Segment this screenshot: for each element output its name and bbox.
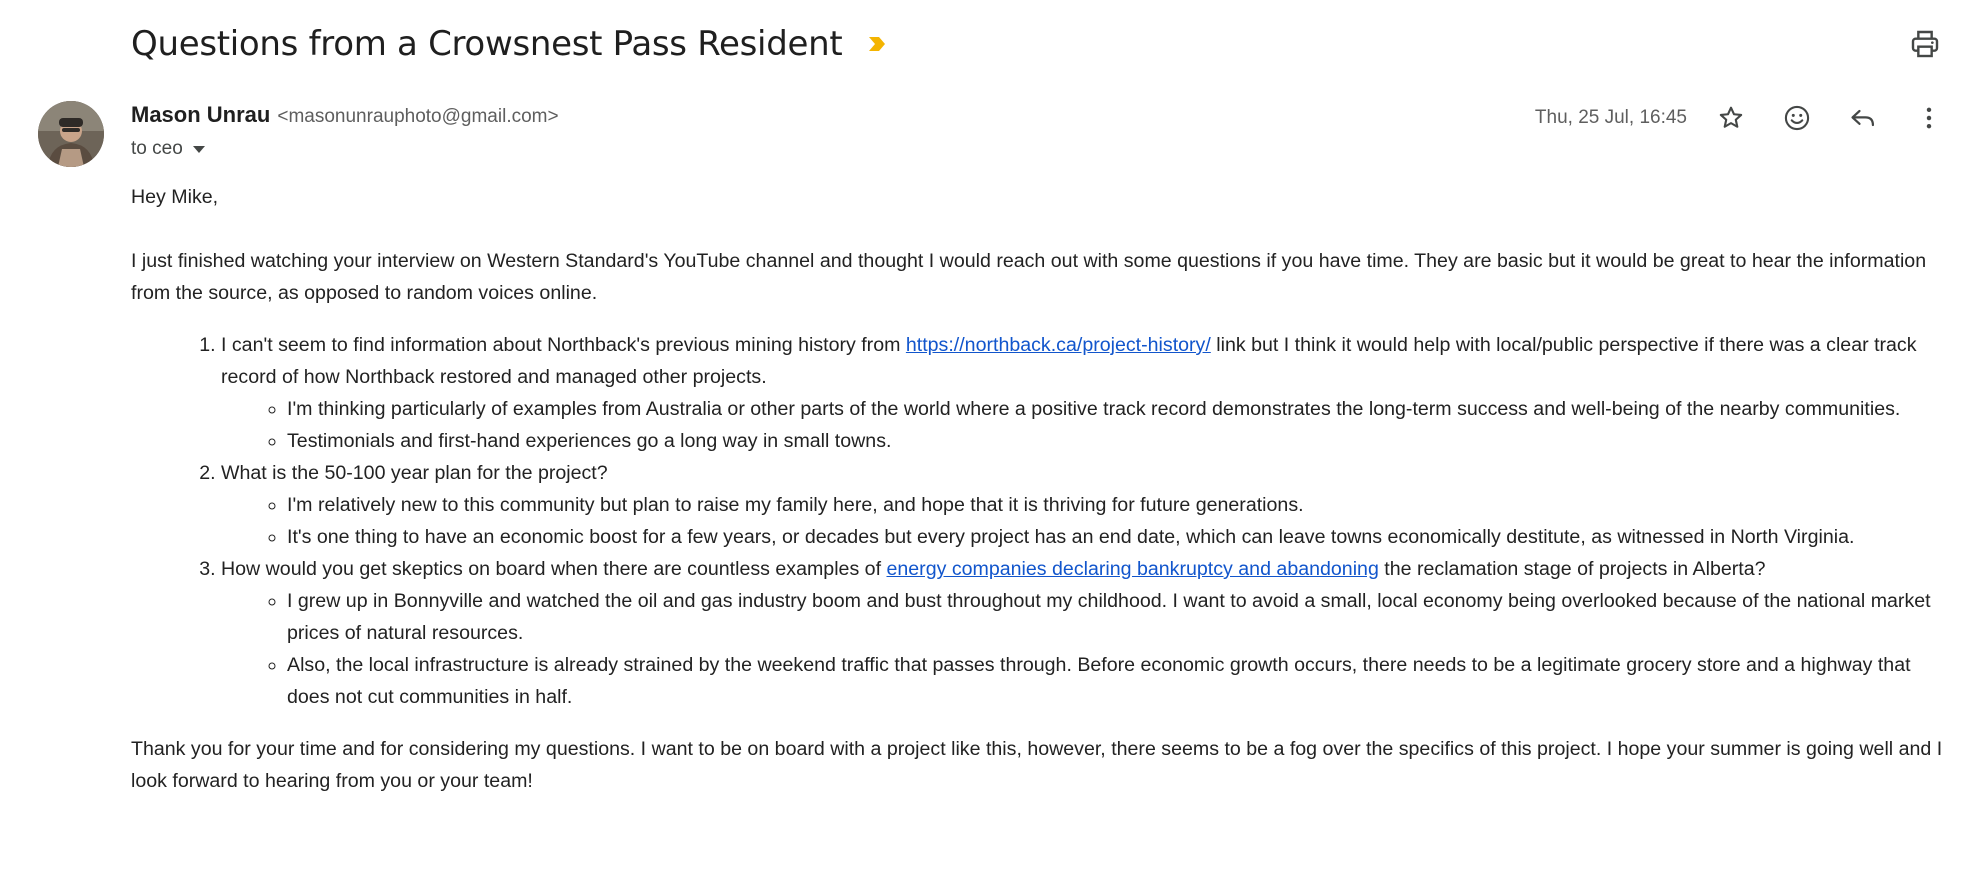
recipient-details-toggle[interactable] bbox=[131, 138, 205, 160]
reply-icon bbox=[1849, 104, 1877, 132]
star-button[interactable] bbox=[1711, 98, 1751, 138]
reply-button[interactable] bbox=[1843, 98, 1883, 138]
question-text: What is the 50-100 year plan for the project? bbox=[221, 462, 608, 484]
sub-item: ◦ Testimonials and first-hand experiences go a long way in small towns. bbox=[287, 425, 1951, 457]
greeting: Hey Mike, bbox=[131, 186, 219, 208]
print-icon bbox=[1909, 28, 1941, 60]
sender-name[interactable]: Mason Unrau bbox=[131, 102, 271, 127]
recipient-label: to ceo bbox=[131, 138, 183, 159]
message-actions bbox=[1535, 98, 1965, 138]
question-item bbox=[221, 553, 1951, 713]
important-marker-icon[interactable] bbox=[866, 33, 888, 55]
sub-item: ◦ I grew up in Bonnyville and watched the oil and gas industry boom and bust throughout my childhood. I want to avoid a small, local economy being overlooked because of the national market prices of natural resources. bbox=[287, 585, 1951, 649]
more-vertical-icon bbox=[1915, 104, 1943, 132]
sub-list bbox=[221, 585, 1951, 713]
sub-list bbox=[221, 489, 1951, 553]
question-text: How would you get skeptics on board when there are countless examples of bbox=[221, 558, 887, 580]
closing-paragraph: Thank you for your time and for considering my questions. I want to be on board with a project like this, however, there seems to be a fog over the specifics of this project. I hope your summer is going well and I look forward to hearing from you or your team! bbox=[131, 738, 1943, 792]
questions-list bbox=[131, 329, 1951, 713]
sender-avatar[interactable] bbox=[38, 101, 104, 167]
sub-item: ◦ I'm relatively new to this community but plan to raise my family here, and hope that it is thriving for future generations. bbox=[287, 489, 1951, 521]
intro-paragraph: I just finished watching your interview on Western Standard's YouTube channel and thought I would reach out with some questions if you have time. They are basic but it would be great to hear the information from the source, as opposed to random voices online. bbox=[131, 250, 1927, 304]
email-subject: Questions from a Crowsnest Pass Resident bbox=[131, 24, 843, 64]
message-body bbox=[131, 181, 1951, 797]
question-text: link but I think it would help with local/public perspective if there was a clear track record of how Northback restored and managed other projects. bbox=[221, 334, 1917, 388]
sub-item: ◦ Also, the local infrastructure is already strained by the weekend traffic that passes through. Before economic growth occurs, there needs to be a legitimate grocery store and a highway that does not cut communities in half. bbox=[287, 649, 1951, 713]
bankruptcy-article-link[interactable]: energy companies declaring bankruptcy and abandoning bbox=[886, 558, 1379, 580]
caret-down-icon bbox=[193, 146, 205, 153]
sub-item: ◦ I'm thinking particularly of examples from Australia or other parts of the world where a positive track record demonstrates the long-term success and well-being of the nearby communities. bbox=[287, 393, 1951, 425]
question-text: the reclamation stage of projects in Alberta? bbox=[1378, 558, 1766, 580]
subject-row bbox=[131, 20, 888, 68]
sub-item: ◦ It's one thing to have an economic boost for a few years, or decades but every project has an end date, which can leave towns economically destitute, as witnessed in North Virginia. bbox=[287, 521, 1951, 553]
sub-list bbox=[221, 393, 1951, 457]
sender-email: <masonunrauphoto@gmail.com> bbox=[277, 106, 559, 127]
question-item bbox=[221, 457, 1951, 553]
question-text: I can't seem to find information about Northback's previous mining history from bbox=[221, 334, 906, 356]
more-options-button[interactable] bbox=[1909, 98, 1949, 138]
print-button[interactable] bbox=[1909, 28, 1941, 60]
star-icon bbox=[1717, 104, 1745, 132]
project-history-link[interactable]: https://northback.ca/project-history/ bbox=[905, 334, 1211, 356]
emoji-reaction-icon bbox=[1783, 104, 1811, 132]
question-item bbox=[221, 329, 1951, 457]
sender-info bbox=[131, 102, 559, 128]
add-reaction-button[interactable] bbox=[1777, 98, 1817, 138]
message-date: Thu, 25 Jul, 16:45 bbox=[1534, 107, 1687, 128]
